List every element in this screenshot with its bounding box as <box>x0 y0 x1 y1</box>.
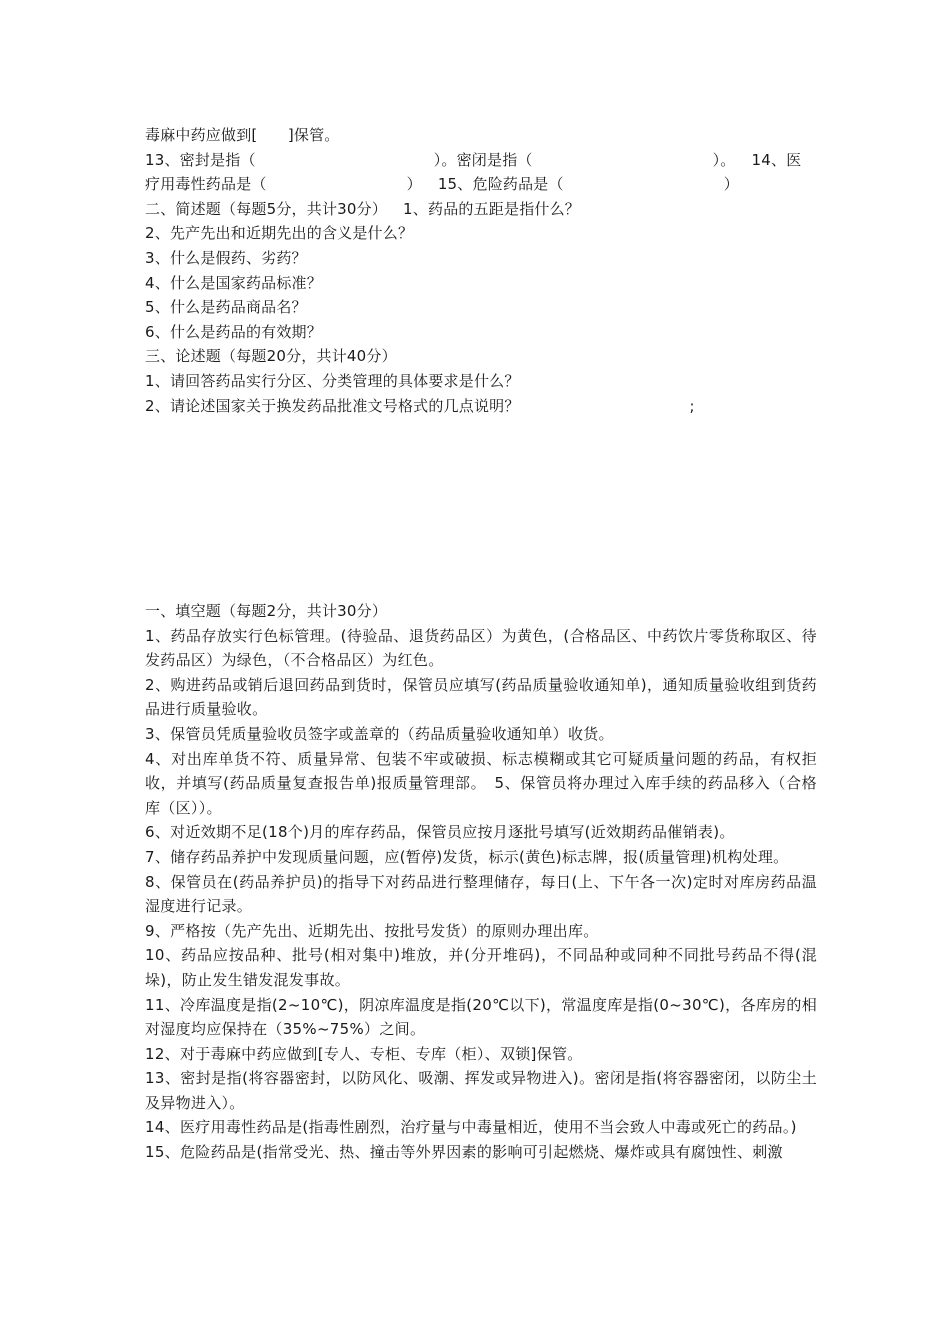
question-line <box>145 271 817 296</box>
section-title: 一、填空题（每题2分，共计30分） <box>145 602 388 620</box>
question-line <box>145 148 817 173</box>
question-text: ）。密闭是指（ <box>433 150 533 169</box>
section-heading <box>145 599 817 624</box>
question-text: 13、密封是指（ <box>145 150 256 169</box>
question-text: 2、先产先出和近期先出的含义是什么？ <box>145 224 414 243</box>
question-line <box>145 221 817 246</box>
stray-mark: ; <box>689 396 695 415</box>
answer-paragraph: 12、对于毒麻中药应做到[专人、专柜、专库（柜）、双锁]保管。 <box>145 1044 583 1063</box>
question-text: 3、什么是假药、劣药？ <box>145 248 307 267</box>
question-text: 疗用毒性药品是（ <box>145 175 267 194</box>
answer-paragraph: 9、严格按（先产先出、近期先出、按批号发货）的原则办理出库。 <box>145 921 599 940</box>
answer-key-block <box>145 599 817 1165</box>
exam-questions-block <box>145 123 817 418</box>
question-line <box>145 123 817 148</box>
question-line <box>145 394 817 419</box>
question-line <box>145 295 817 320</box>
answer-paragraph: 2、购进药品或销后退回药品到货时，保管员应填写(药品质量验收通知单)，通知质量验收组到货药品进行质量验收。 <box>145 675 817 719</box>
question-line <box>145 172 817 197</box>
answer-paragraph: 4、对出库单货不符、质量异常、包装不牢或破损、标志模糊或其它可疑质量问题的药品，有权拒收，并填写(药品质量复查报告单)报质量管理部。 5、保管员将办理过入库手续的药品移入（合格库（区））。 <box>145 749 817 817</box>
question-text: 4、什么是国家药品标准？ <box>145 273 322 292</box>
question-text: 14、医 <box>751 150 802 169</box>
section-title: 三、论述题（每题20分，共计40分） <box>145 347 397 366</box>
question-line <box>145 320 817 345</box>
answer-paragraph: 7、储存药品养护中发现质量问题，应(暂停)发货，标示(黄色)标志牌，报(质量管理)机构处理。 <box>145 847 789 866</box>
question-text: 15、危险药品是（ <box>437 175 564 194</box>
question-text: 2、请论述国家关于换发药品批准文号格式的几点说明？ <box>145 396 520 415</box>
question-text: ）。 <box>712 150 736 169</box>
question-text: 1、请回答药品实行分区、分类管理的具体要求是什么？ <box>145 371 520 390</box>
answer-paragraph: 3、保管员凭质量验收员签字或盖章的（药品质量验收通知单）收货。 <box>145 724 614 743</box>
question-text: 1、药品的五距是指什么？ <box>403 199 580 218</box>
question-text: 毒麻中药应做到[ ]保管。 <box>145 126 340 144</box>
answer-paragraph: 6、对近效期不足(18个)月的库存药品，保管员应按月逐批号填写(近效期药品催销表)。 <box>145 823 735 842</box>
question-text: 6、什么是药品的有效期？ <box>145 322 322 341</box>
question-line <box>145 246 817 271</box>
question-text: ） <box>406 175 422 194</box>
section-heading <box>145 197 817 222</box>
answer-paragraph: 8、保管员在(药品养护员)的指导下对药品进行整理储存，每日(上、下午各一次)定时对库房药品温湿度进行记录。 <box>145 872 817 916</box>
answer-paragraph: 11、冷库温度是指(2~10℃)，阴凉库温度是指(20℃以下)，常温度库是指(0~30℃)，各库房的相对湿度均应保持在（35%~75%）之间。 <box>145 995 817 1039</box>
answer-paragraph: 13、密封是指(将容器密封，以防风化、吸潮、挥发或异物进入)。密闭是指(将容器密闭，以防尘土及异物进入）。 <box>145 1069 817 1112</box>
question-text: 5、什么是药品商品名？ <box>145 298 307 317</box>
answer-paragraph: 15、危险药品是(指常受光、热、撞击等外界因素的影响可引起燃烧、爆炸或具有腐蚀性、刺激 <box>145 1143 783 1162</box>
question-text: ） <box>723 175 739 194</box>
answer-paragraph: 14、医疗用毒性药品是(指毒性剧烈，治疗量与中毒量相近，使用不当会致人中毒或死亡的药品。) <box>145 1118 797 1137</box>
question-line <box>145 369 817 394</box>
section-title: 二、简述题（每题5分，共计30分） <box>145 199 388 218</box>
section-heading <box>145 344 817 369</box>
answer-paragraph: 1、药品存放实行色标管理。(待验品、退货药品区）为黄色，(合格品区、中药饮片零货称取区、待发药品区）为绿色，（不合格品区）为红色。 <box>145 626 817 670</box>
answer-paragraph: 10、药品应按品种、批号(相对集中)堆放，并(分开堆码)，不同品种或同种不同批号药品不得(混垛)，防止发生错发混发事故。 <box>145 946 817 989</box>
